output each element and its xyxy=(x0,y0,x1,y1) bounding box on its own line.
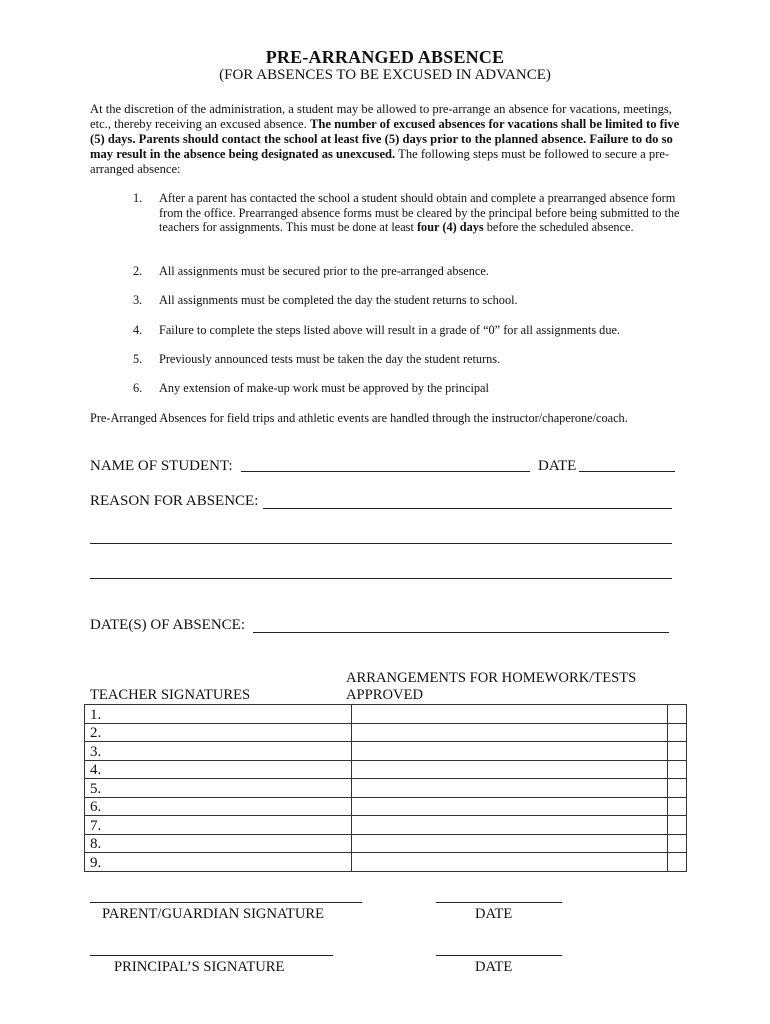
approved-cell[interactable] xyxy=(668,779,687,798)
arrangements-header-line-1: ARRANGEMENTS FOR HOMEWORK/TESTS xyxy=(346,670,637,686)
table-row xyxy=(85,760,687,779)
approved-cell[interactable] xyxy=(668,797,687,816)
dates-of-absence-line[interactable] xyxy=(253,632,669,633)
field-trip-note: Pre-Arranged Absences for field trips and athletic events are handled through the instructor/chaperone/coach. xyxy=(90,411,628,425)
teacher-signature-cell[interactable]: 8. xyxy=(85,834,352,853)
table-row xyxy=(85,723,687,742)
arrangements-cell[interactable] xyxy=(352,742,668,761)
approved-cell[interactable] xyxy=(668,705,687,724)
parent-signature-label: PARENT/GUARDIAN SIGNATURE xyxy=(102,906,325,922)
parent-signature-line[interactable] xyxy=(90,902,362,903)
teacher-signature-cell[interactable]: 6. xyxy=(85,797,352,816)
teacher-signature-cell[interactable]: 5. xyxy=(85,779,352,798)
step-5-text: Previously announced tests must be taken the day the student returns. xyxy=(159,352,501,366)
reason-line-2[interactable] xyxy=(90,543,672,544)
principal-signature-label: PRINCIPAL’S SIGNATURE xyxy=(114,959,285,975)
intro-policy-bold: The number of excused absences for vacations shall be limited to five (5) days. Parents should contact the school at least five (5) days prior to the planned absence. Failure to do so may result in the absence being designated as unexcused. xyxy=(90,117,680,161)
table-row xyxy=(85,797,687,816)
table-row xyxy=(85,853,687,872)
principal-date-label: DATE xyxy=(475,959,513,975)
table-row xyxy=(85,779,687,798)
reason-line-1[interactable] xyxy=(263,508,672,509)
arrangements-cell[interactable] xyxy=(352,705,668,724)
intro-text-2: The following steps must be followed to secure a pre-arranged absence: xyxy=(90,147,670,176)
table-row xyxy=(85,834,687,853)
principal-signature-line[interactable] xyxy=(90,955,333,956)
step-3-number: 3. xyxy=(133,293,143,307)
step-5-number: 5. xyxy=(133,352,143,366)
parent-date-label: DATE xyxy=(475,906,513,922)
date-label: DATE xyxy=(538,458,577,474)
arrangements-cell[interactable] xyxy=(352,816,668,835)
approved-cell[interactable] xyxy=(668,742,687,761)
arrangements-cell[interactable] xyxy=(352,834,668,853)
parent-date-line[interactable] xyxy=(436,902,562,903)
step-6-number: 6. xyxy=(133,381,143,395)
dates-of-absence-label: DATE(S) OF ABSENCE: xyxy=(90,617,246,633)
form-title: PRE-ARRANGED ABSENCE xyxy=(265,47,505,67)
intro-paragraph xyxy=(90,102,690,177)
reason-label: REASON FOR ABSENCE: xyxy=(90,493,259,509)
approved-cell[interactable] xyxy=(668,816,687,835)
step-1-text xyxy=(159,191,684,235)
approved-cell[interactable] xyxy=(668,723,687,742)
arrangements-cell[interactable] xyxy=(352,853,668,872)
table-row xyxy=(85,705,687,724)
principal-date-line[interactable] xyxy=(436,955,562,956)
arrangements-cell[interactable] xyxy=(352,779,668,798)
step-3-text: All assignments must be completed the day the student returns to school. xyxy=(159,293,518,307)
step-1-body: After a parent has contacted the school a student should obtain and complete a prearranged absence form from the office. Prearranged absence forms must be cleared by the principal before being submitted to the teachers for assignments. This must be done at least xyxy=(159,191,680,235)
teacher-signature-table xyxy=(84,704,687,872)
step-4-number: 4. xyxy=(133,323,143,337)
reason-line-3[interactable] xyxy=(90,578,672,579)
step-1-bold: four (4) days xyxy=(416,220,484,235)
student-name-line[interactable] xyxy=(241,471,530,472)
arrangements-cell[interactable] xyxy=(352,797,668,816)
table-row xyxy=(85,816,687,835)
arrangements-cell[interactable] xyxy=(352,760,668,779)
table-row xyxy=(85,742,687,761)
approved-cell[interactable] xyxy=(668,760,687,779)
arrangements-header xyxy=(346,670,636,704)
step-2-number: 2. xyxy=(133,264,143,278)
step-1-number: 1. xyxy=(133,191,143,205)
intro-text-1: At the discretion of the administration, a student may be allowed to pre-arrange an absence for vacations, meetings, etc., thereby receiving an excused absence. xyxy=(90,102,672,131)
arrangements-cell[interactable] xyxy=(352,723,668,742)
step-6-text: Any extension of make-up work must be approved by the principal xyxy=(159,381,489,395)
student-name-label: NAME OF STUDENT: xyxy=(90,458,233,474)
step-4-text: Failure to complete the steps listed above will result in a grade of “0” for all assignments due. xyxy=(159,323,621,337)
teacher-signature-cell[interactable]: 7. xyxy=(85,816,352,835)
step-2-text: All assignments must be secured prior to the pre-arranged absence. xyxy=(159,264,489,278)
teacher-signatures-header: TEACHER SIGNATURES xyxy=(90,687,251,703)
approved-cell[interactable] xyxy=(668,853,687,872)
teacher-signature-cell[interactable]: 1. xyxy=(85,705,352,724)
teacher-signature-cell[interactable]: 2. xyxy=(85,723,352,742)
teacher-signature-cell[interactable]: 9. xyxy=(85,853,352,872)
teacher-signature-cell[interactable]: 3. xyxy=(85,742,352,761)
date-line[interactable] xyxy=(579,471,675,472)
teacher-signature-cell[interactable]: 4. xyxy=(85,760,352,779)
step-1-tail: before the scheduled absence. xyxy=(486,220,634,235)
form-subtitle: (FOR ABSENCES TO BE EXCUSED IN ADVANCE) xyxy=(219,67,551,83)
approved-cell[interactable] xyxy=(668,834,687,853)
arrangements-header-line-2: APPROVED xyxy=(346,687,424,703)
